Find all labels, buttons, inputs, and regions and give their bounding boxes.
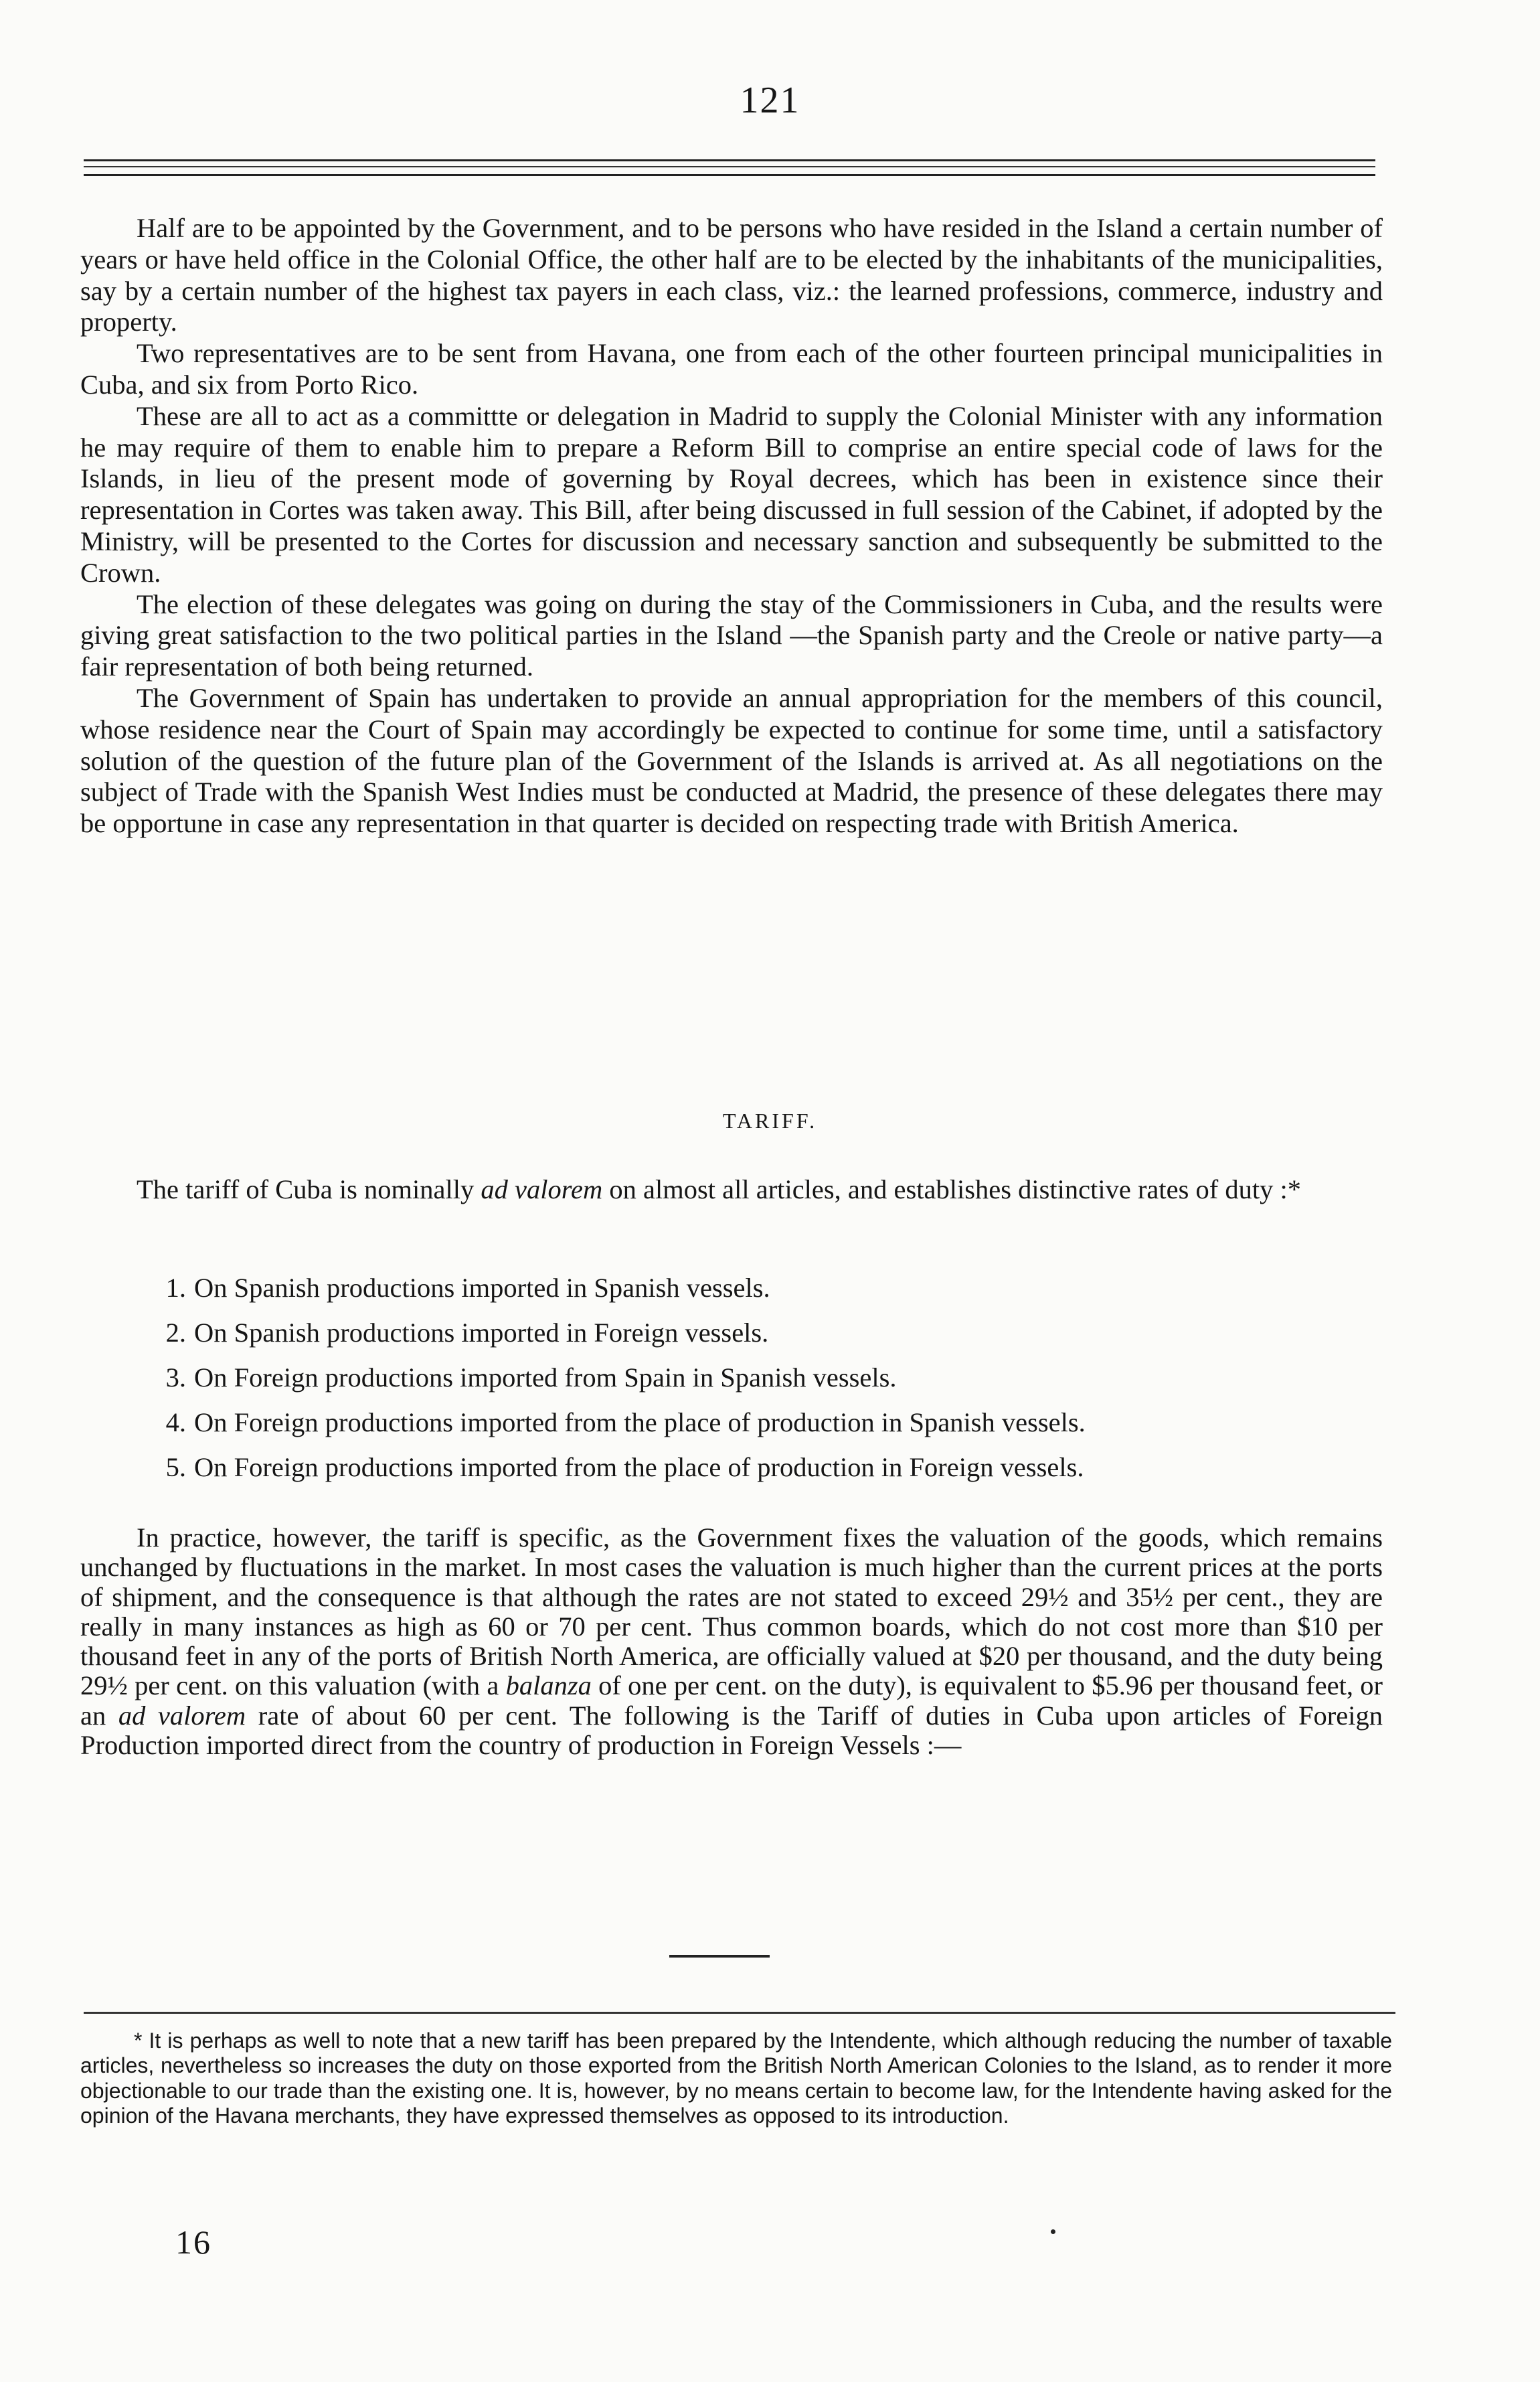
header-rule — [84, 166, 1375, 167]
footnote-rule — [84, 2012, 1395, 2014]
paragraph: Two representatives are to be sent from Havana, one from each of the other fourteen principal municipalities in Cuba, and six from Porto Rico. — [80, 338, 1383, 400]
tariff-intro — [80, 1173, 1383, 1206]
italic-term: balanza — [505, 1670, 592, 1701]
practice-text: rate of about 60 per cent. The following is the Tariff of duties in Cuba upon articles of Foreign Production imported direct from the country of production in Foreign Vessels :— — [80, 1700, 1383, 1761]
page-number: 121 — [740, 80, 800, 121]
header-rule — [84, 159, 1375, 161]
section-divider — [669, 1955, 770, 1958]
tariff-intro-text: The tariff of Cuba is nominally — [137, 1174, 481, 1204]
list-item — [127, 1355, 1385, 1400]
list-item-text: On Spanish productions imported in Spanish vessels. — [194, 1273, 770, 1303]
list-item — [127, 1310, 1385, 1355]
list-item-number: 4. — [165, 1407, 186, 1437]
practice-text: of one per cent. on the duty), is equivalent to $5.96 per thousand feet, or an — [80, 1670, 1383, 1731]
list-item-text: On Foreign productions imported from the place of production in Foreign vessels. — [194, 1452, 1084, 1482]
signature-mark: 16 — [175, 2223, 211, 2261]
body-text — [80, 213, 1383, 840]
list-item — [127, 1265, 1385, 1310]
footnote: * It is perhaps as well to note that a new tariff has been prepared by the Intendente, which although reducing the number of taxable articles, nevertheless so increases the duty on those exported from the British North American Colonies to the Island, as to render it more objectionable to our trade than the existing one. It is, however, by no means certain to become law, for the Intendente having asked for the opinion of the Havana merchants, they have expressed themselves as opposed to its introduction. — [80, 2029, 1392, 2128]
list-item — [127, 1400, 1385, 1445]
paragraph: Half are to be appointed by the Government, and to be persons who have resided in the Island a certain number of years or have held office in the Colonial Office, the other half are to be elected by the inhabitants of the municipalities, say by a certain number of the highest tax payers in each class, viz.: the learned professions, commerce, industry and property. — [80, 213, 1383, 337]
list-item — [127, 1445, 1385, 1490]
latin-phrase: ad valorem — [481, 1174, 603, 1204]
paragraph: The Government of Spain has undertaken to provide an annual appropriation for the members of this council, whose residence near the Court of Spain may accordingly be expected to continue for some time, until a satisfactory solution of the question of the future plan of the Government of the Islands is arrived at. As all negotiations on the subject of Trade with the Spanish West Indies must be conducted at Madrid, the presence of these delegates there may be opportune in case any representation in that quarter is decided on respecting trade with British America. — [80, 682, 1383, 839]
practice-text: In practice, however, the tariff is specific, as the Government fixes the valuation of the goods, which remains unchanged by fluctuations in the market. In most cases the valuation is much higher than the current prices at the ports of shipment, and the consequence is that although the rates are not stated to exceed 29½ and 35½ per cent., they are really in many instances as high as 60 or 70 per cent. Thus common boards, which do not cost more than $10 per thousand feet in any of the ports of British North America, are officially valued at $20 per thousand, and the duty being 29½ per cent. on this valuation (with a — [80, 1522, 1383, 1701]
header-rule — [84, 174, 1375, 176]
list-item-number: 3. — [165, 1362, 186, 1393]
list-item-number: 2. — [165, 1318, 186, 1348]
list-item-text: On Spanish productions imported in Foreign vessels. — [194, 1318, 769, 1348]
practice-paragraph — [80, 1523, 1383, 1760]
paragraph: These are all to act as a committte or delegation in Madrid to supply the Colonial Minister with any information he may require of them to enable him to prepare a Reform Bill to comprise an entire special code of laws for the Islands, in lieu of the present mode of governing by Royal decrees, which has been in existence since their representation in Cortes was taken away. This Bill, after being discussed in full session of the Cabinet, if adopted by the Ministry, will be presented to the Cortes for discussion and necessary sanction and subsequently be submitted to the Crown. — [80, 400, 1383, 588]
ink-speck — [1051, 2229, 1055, 2234]
duty-rates-list — [127, 1265, 1385, 1490]
section-heading: TARIFF. — [722, 1109, 818, 1133]
list-item-number: 5. — [165, 1452, 186, 1482]
list-item-number: 1. — [165, 1273, 186, 1303]
list-item-text: On Foreign productions imported from the place of production in Spanish vessels. — [194, 1407, 1086, 1437]
latin-phrase: ad valorem — [118, 1700, 246, 1731]
paragraph: The election of these delegates was going on during the stay of the Commissioners in Cuba, and the results were giving great satisfaction to the two political parties in the Island —the Spanish party and the Creole or native party—a fair representation of both being returned. — [80, 588, 1383, 682]
list-item-text: On Foreign productions imported from Spain in Spanish vessels. — [194, 1362, 897, 1393]
tariff-intro-text: on almost all articles, and establishes distinctive rates of duty :* — [602, 1174, 1302, 1204]
